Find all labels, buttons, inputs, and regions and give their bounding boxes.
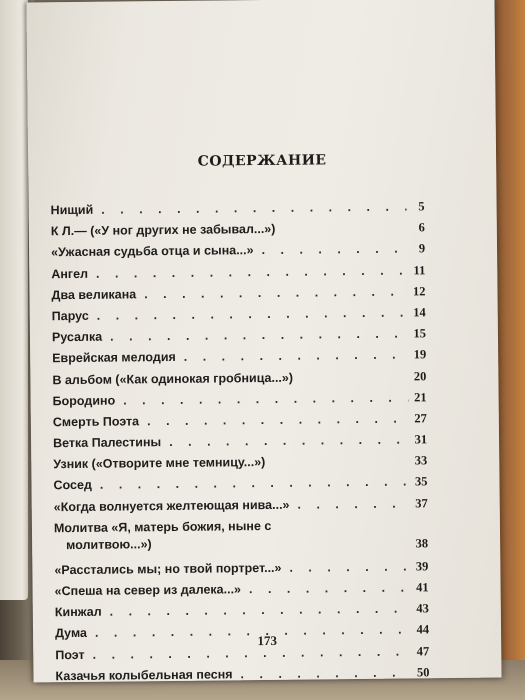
toc-entry-title: К Л.— («У ног других не забывал...») bbox=[50, 222, 276, 239]
toc-entry-page: 6 bbox=[418, 220, 425, 235]
toc-entry-line bbox=[51, 262, 407, 282]
toc-entry-title: Два великана bbox=[51, 287, 137, 302]
toc-entry-title: В альбом («Как одинокая гробница...») bbox=[52, 370, 294, 387]
toc-entry-title: Ангел bbox=[51, 266, 89, 281]
toc-entry-title: Поэт bbox=[55, 647, 85, 662]
toc-entry-page: 5 bbox=[418, 199, 425, 214]
toc-entry-line bbox=[52, 368, 408, 388]
dot-leader bbox=[161, 432, 409, 451]
toc-entry-title: Узник («Отворите мне темницу...») bbox=[53, 455, 266, 472]
toc-entry-line bbox=[53, 410, 409, 430]
toc-entry-title: Кинжал bbox=[54, 604, 102, 620]
toc-entry-line bbox=[52, 347, 408, 367]
toc-entry-title: Парус bbox=[51, 308, 89, 324]
toc-entry-title: Сосед bbox=[53, 478, 92, 493]
toc-entry-page: 9 bbox=[418, 241, 426, 256]
book-page bbox=[26, 0, 501, 682]
toc-entry-title: «Когда волнуется желтеющая нива...» bbox=[53, 497, 290, 514]
toc-entry-title: «Спеша на север из далека...» bbox=[54, 582, 242, 599]
toc-entry-title: «Ужасная судьба отца и сына...» bbox=[50, 243, 254, 260]
toc-entry-line bbox=[54, 558, 410, 578]
toc-entry-title: Нищий bbox=[50, 202, 94, 218]
toc-entry-line bbox=[53, 389, 409, 409]
toc-entry-line bbox=[55, 579, 411, 599]
toc-entry-page: 39 bbox=[415, 559, 429, 574]
toc-entry-title: Ветка Палестины bbox=[52, 435, 162, 451]
toc-entry-page: 41 bbox=[416, 580, 429, 595]
toc-entry-title: Дума bbox=[54, 626, 88, 641]
dot-leader bbox=[241, 579, 411, 597]
dot-leader bbox=[115, 389, 409, 408]
toc-entry-continuation bbox=[54, 533, 410, 553]
toc-entry-page: 19 bbox=[413, 347, 427, 362]
dot-leader bbox=[102, 326, 408, 345]
toc-entry-line bbox=[51, 198, 407, 218]
toc-entry-line bbox=[54, 495, 410, 515]
toc-entry-page: 31 bbox=[414, 432, 428, 447]
dot-leader bbox=[92, 474, 410, 493]
toc-entry-title: Молитва «Я, матерь божия, ныне с bbox=[53, 518, 272, 536]
toc-entry-title: Бородино bbox=[52, 393, 116, 408]
toc-entry-title: Еврейская мелодия bbox=[52, 350, 176, 366]
toc-entry-title: Казачья колыбельная песня bbox=[55, 667, 233, 683]
toc-entry-line bbox=[52, 326, 408, 346]
toc-entry-page: 35 bbox=[414, 474, 428, 489]
dot-leader bbox=[253, 241, 407, 259]
toc-entry bbox=[55, 662, 430, 687]
toc-entry-title: Русалка bbox=[51, 329, 103, 345]
toc-entry bbox=[53, 514, 429, 560]
dot-leader bbox=[93, 198, 407, 217]
toc-entry-title: Смерть Поэта bbox=[52, 414, 140, 430]
toc-entry-line bbox=[53, 474, 409, 494]
toc-entry-page: 38 bbox=[415, 536, 429, 551]
table-of-contents bbox=[50, 196, 430, 687]
toc-entry-line bbox=[53, 453, 409, 473]
dot-leader bbox=[102, 601, 411, 620]
dot-leader bbox=[139, 410, 409, 429]
page-title: СОДЕРЖАНИЕ bbox=[197, 152, 327, 170]
toc-entry-page: 14 bbox=[413, 305, 426, 320]
toc-entry-page: 12 bbox=[412, 284, 426, 299]
toc-entry-title: «Расстались мы; но твой портрет...» bbox=[54, 560, 282, 578]
toc-entry-line bbox=[51, 241, 407, 261]
dot-leader bbox=[88, 262, 407, 281]
previous-page-edge bbox=[0, 0, 28, 600]
dot-leader bbox=[281, 558, 410, 575]
toc-entry-line bbox=[55, 664, 411, 684]
toc-entry-page: 11 bbox=[413, 262, 426, 277]
toc-entry-line bbox=[53, 432, 409, 452]
dot-leader bbox=[232, 664, 411, 682]
toc-entry-page: 15 bbox=[413, 326, 427, 341]
toc-entry-line bbox=[55, 601, 411, 621]
toc-entry-title: молитвою...») bbox=[66, 537, 152, 552]
page-number: 173 bbox=[257, 632, 277, 649]
dot-leader bbox=[89, 304, 408, 323]
toc-entry-page: 21 bbox=[414, 389, 427, 405]
toc-entry-page: 37 bbox=[415, 495, 428, 511]
toc-entry-page: 20 bbox=[413, 368, 427, 383]
toc-entry-page: 50 bbox=[416, 665, 430, 680]
toc-entry-page: 43 bbox=[416, 601, 429, 616]
dot-leader bbox=[136, 283, 407, 302]
toc-entry-page: 27 bbox=[414, 411, 427, 426]
toc-entry-page: 47 bbox=[416, 643, 430, 658]
toc-entry-line bbox=[52, 304, 408, 324]
toc-entry-page: 33 bbox=[414, 453, 428, 468]
toc-entry-line bbox=[51, 283, 407, 303]
toc-entry-line bbox=[51, 220, 407, 240]
dot-leader bbox=[176, 347, 409, 365]
toc-entry-page: 44 bbox=[416, 622, 430, 637]
dot-leader bbox=[289, 495, 409, 512]
